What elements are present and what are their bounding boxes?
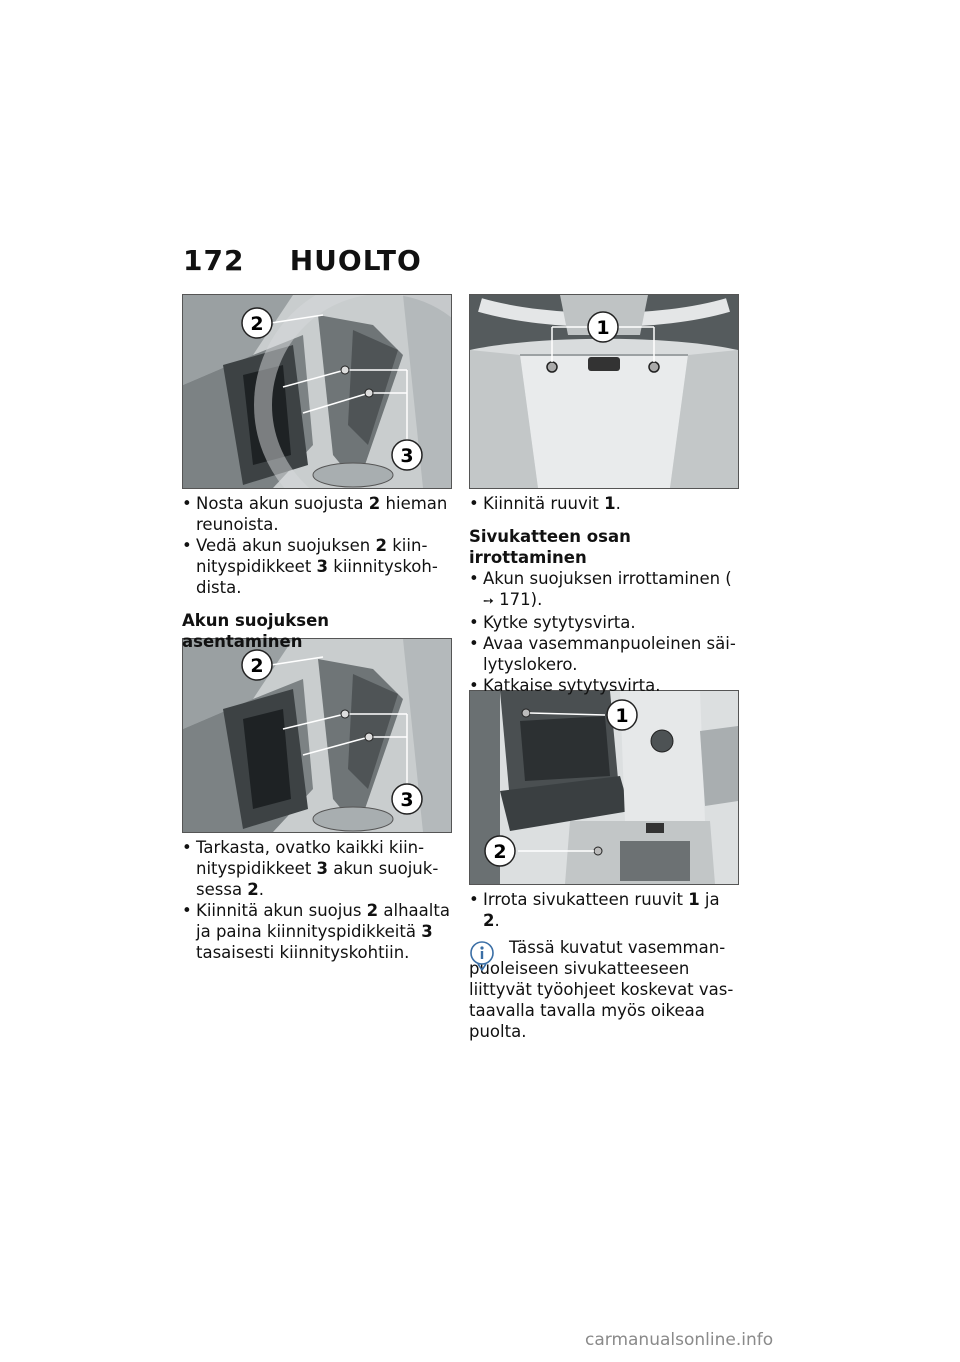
arrow-right-icon: ➙ <box>483 594 494 609</box>
page-title: HUOLTO <box>289 244 422 277</box>
list-item: • Tarkasta, ovatko kaikki kiinnityspidikkeet 3 akun suojuksessa 2. <box>182 837 454 900</box>
callout-2: 2 <box>250 313 264 335</box>
list-item: • Kytke sytytysvirta. <box>469 612 741 633</box>
info-text: Tässä kuvatut vasemmanpuoleiseen sivukatteeseen liittyvät työohjeet koskevat vastaavalla tavalla myös oikeaa puolta. <box>469 938 734 1041</box>
callout-2: 2 <box>493 841 507 863</box>
figure-side-panel-screws <box>469 690 739 885</box>
list-item: • Vedä akun suojuksen 2 kiinnityspidikkeet 3 kiinnityskohdista. <box>182 535 454 598</box>
list-item: • Kiinnitä akun suojus 2 alhaalta ja paina kiinnityspidikkeitä 3 tasaisesti kiinnityskohtiin. <box>182 900 454 963</box>
callout-3: 3 <box>400 789 414 811</box>
watermark: carmanualsonline.info <box>585 1330 774 1350</box>
info-note <box>469 937 741 1042</box>
callout-3: 3 <box>400 445 414 467</box>
list-item: • Irrota sivukatteen ruuvit 1 ja 2. <box>469 889 741 931</box>
info-icon <box>469 941 495 971</box>
list-item: • Nosta akun suojusta 2 hieman reunoista. <box>182 493 454 535</box>
left-column-top <box>182 493 454 652</box>
figure-screws-front <box>469 294 739 489</box>
list-item: • Katkaise sytytysvirta. <box>469 675 741 696</box>
callout-2: 2 <box>250 655 264 677</box>
callout-1: 1 <box>615 705 629 727</box>
section-heading: Akun suojuksen asentaminen <box>182 611 330 651</box>
section-heading: Sivukatteen osan irrottaminen <box>469 527 631 567</box>
callout-1: 1 <box>596 317 610 339</box>
list-item: • Kiinnitä ruuvit 1. <box>469 493 741 514</box>
figure-battery-cover-removal <box>182 294 452 489</box>
page-header <box>183 244 422 277</box>
right-column-bottom <box>469 889 741 1042</box>
list-item: • Akun suojuksen irrottaminen (➙ 171). <box>469 568 741 612</box>
right-column-top <box>469 493 741 696</box>
list-item: • Avaa vasemmanpuoleinen säilytyslokero. <box>469 633 741 675</box>
figure-battery-cover-installation <box>182 638 452 833</box>
left-column-bottom <box>182 837 454 963</box>
page-number: 172 <box>183 244 245 277</box>
